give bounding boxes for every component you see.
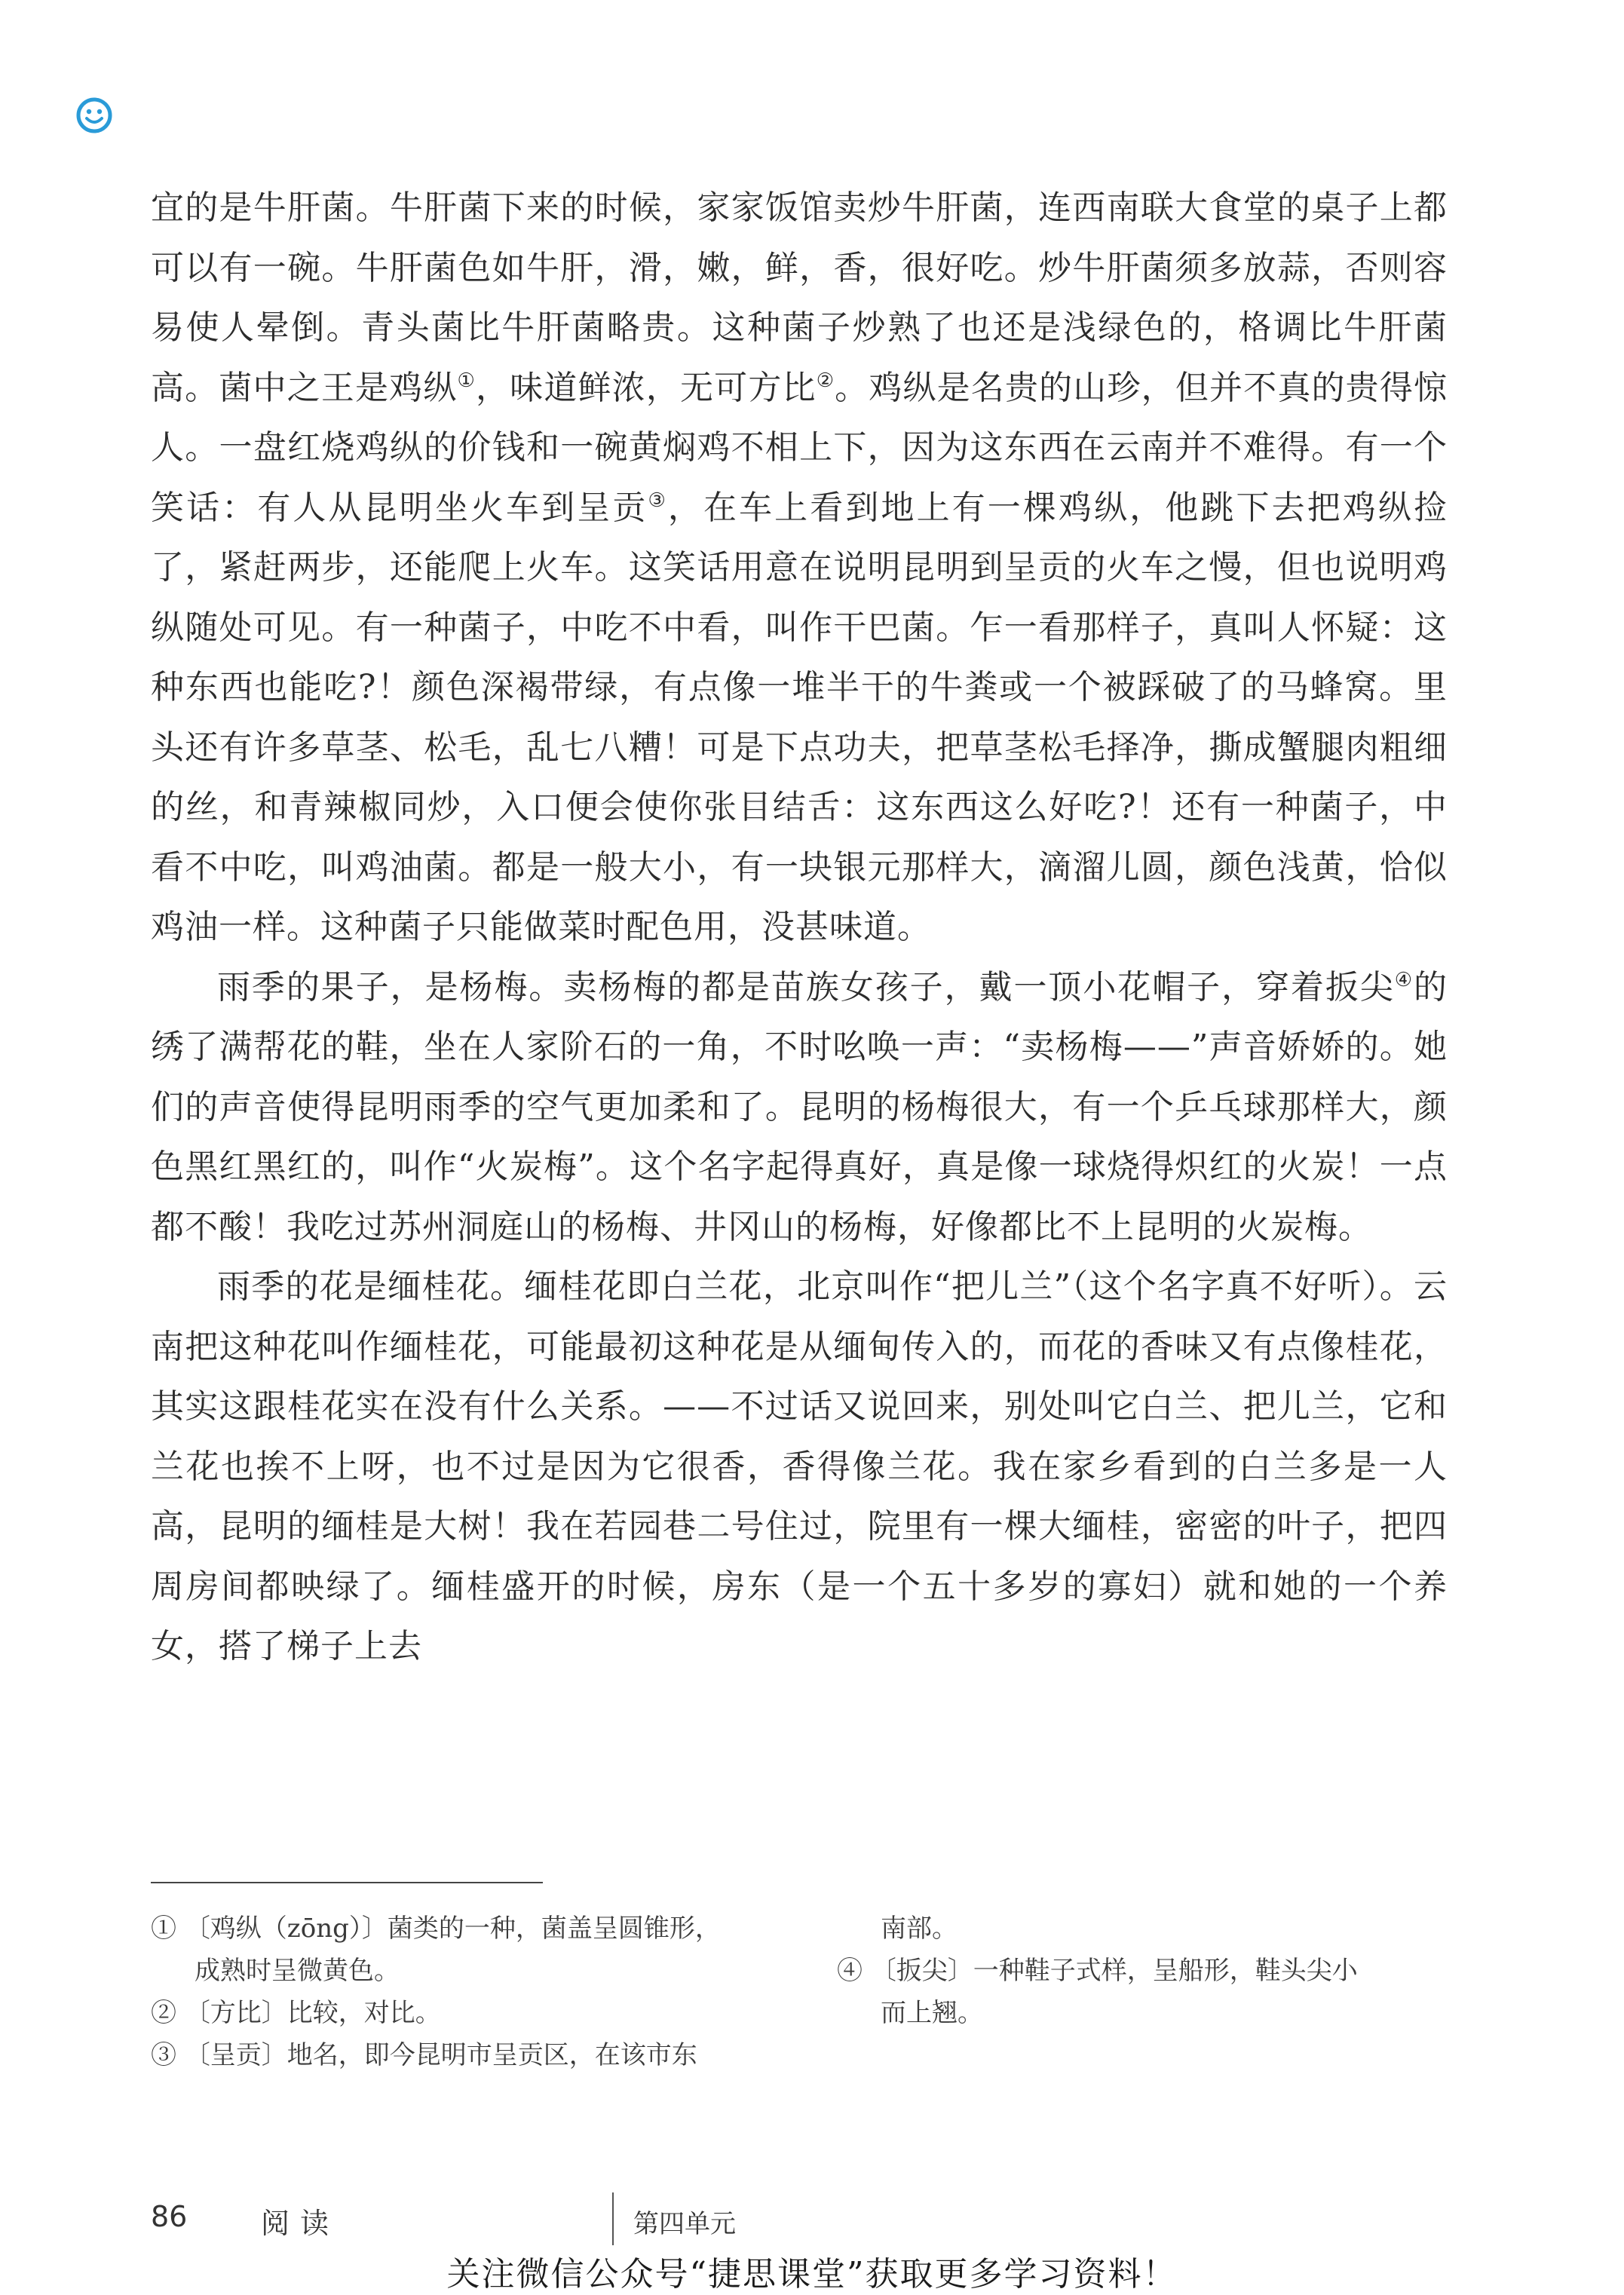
footnotes-right-column xyxy=(837,1907,1455,2034)
watermark-notice: 关注微信公众号“捷思课堂”获取更多学习资料！ xyxy=(446,2255,1178,2293)
paragraph xyxy=(151,178,1448,958)
footnote-text: 〔扳尖〕一种鞋子式样，呈船形，鞋头尖小 xyxy=(870,1956,1358,1986)
paragraph-text: ，在车上看到地上有一棵鸡纵，他跳下去把鸡纵捡了，紧赶两步，还能爬上火车。这笑话用意在说明昆明到呈贡的火车之慢，但也说明鸡纵随处可见。有一种菌子，中吃不中看，叫作干巴菌。乍一看那样子，真叫人怀疑：这种东西也能吃?！颜色深褐带绿，有点像一堆半干的牛粪或一个被踩破了的马蜂窝。里头还有许多草茎、松毛，乱七八糟！可是下点功夫，把草茎松毛择净，撕成蟹腿肉粗细的丝，和青辣椒同炒，入口便会使你张目结舌：这东西这么好吃?！还有一种菌子，中看不中吃，叫鸡油菌。都是一般大小，有一块银元那样大，滴溜儿圆，颜色浅黄，恰似鸡油一样。这种菌子只能做菜时配色用，没甚味道。 xyxy=(151,488,1448,946)
footer-divider xyxy=(612,2192,614,2245)
footnote-4 xyxy=(837,1950,1455,1992)
footnote-3-continuation: 南部。 xyxy=(881,1914,958,1944)
paragraph-text: ，味道鲜浓，无可方比 xyxy=(476,368,817,407)
footnote-text: 〔方比〕比较，对比。 xyxy=(184,1998,441,2028)
unit-name: 第四单元 xyxy=(633,2209,736,2239)
footnote-1-continuation: 成熟时呈微黄色。 xyxy=(195,1956,400,1986)
footnote-divider xyxy=(151,1882,543,1883)
paragraph-text: 的绣了满帮花的鞋，坐在人家阶石的一角，不时吆唤一声：“卖杨梅——”声音娇娇的。她们的声音使得昆明雨季的空气更加柔和了。昆明的杨梅很大，有一个乒乓球那样大，颜色黑红黑红的，叫作“火炭梅”。这个名字起得真好，真是像一球烧得炽红的火炭！一点都不酸！我吃过苏州洞庭山的杨梅、井冈山的杨梅，好像都比不上昆明的火炭梅。 xyxy=(151,967,1448,1246)
page-number: 86 xyxy=(151,2200,188,2233)
footnote-3 xyxy=(151,2034,799,2076)
paragraph xyxy=(151,1257,1448,1677)
footnote-mark: ④ xyxy=(837,1956,863,1986)
footnote-reference: ③ xyxy=(648,489,668,512)
footnote-reference: ① xyxy=(457,369,476,392)
paragraph-text: 雨季的花是缅桂花。缅桂花即白兰花，北京叫作“把儿兰”（这个名字真不好听）。云南把这种花叫作缅桂花，可能最初这种花是从缅甸传入的，而花的香味又有点像桂花，其实这跟桂花实在没有什么关系。——不过话又说回来，别处叫它白兰、把儿兰，它和兰花也挨不上呀，也不过是因为它很香，香得像兰花。我在家乡看到的白兰多是一人高，昆明的缅桂是大树！我在若园巷二号住过，院里有一棵大缅桂，密密的叶子，把四周房间都映绿了。缅桂盛开的时候，房东（是一个五十多岁的寡妇）就和她的一个养女，搭了梯子上去 xyxy=(151,1267,1448,1665)
footnote-reference: ④ xyxy=(1394,968,1414,991)
footnote-mark: ③ xyxy=(151,2040,176,2070)
paragraph xyxy=(151,958,1448,1258)
footnote-1 xyxy=(151,1907,799,1950)
paragraph-text: 。鸡纵是名贵的山珍，但并不真的贵得惊人。一盘红烧鸡纵的价钱和一碗黄焖鸡不相上下，因为这东西在云南并不难得。有一个笑话：有人从昆明坐火车到呈贡 xyxy=(151,368,1448,527)
smiley-icon xyxy=(75,97,113,134)
section-name: 阅读 xyxy=(261,2207,340,2240)
footnote-mark: ② xyxy=(151,1998,176,2028)
paragraph-text: 雨季的果子，是杨梅。卖杨梅的都是苗族女孩子，戴一顶小花帽子，穿着扳尖 xyxy=(217,967,1395,1007)
footnote-text: 〔呈贡〕地名，即今昆明市呈贡区，在该市东 xyxy=(184,2040,697,2070)
footnote-reference: ② xyxy=(816,369,835,392)
paragraph-text: 宜的是牛肝菌。牛肝菌下来的时候，家家饭馆卖炒牛肝菌，连西南联大食堂的桌子上都可以有一碗。牛肝菌色如牛肝，滑，嫩，鲜，香，很好吃。炒牛肝菌须多放蒜，否则容易使人晕倒。青头菌比牛肝菌略贵。这种菌子炒熟了也还是浅绿色的，格调比牛肝菌高。菌中之王是鸡纵 xyxy=(151,188,1448,407)
footnote-mark: ① xyxy=(151,1914,176,1944)
footnote-4-continuation: 而上翘。 xyxy=(881,1998,983,2028)
essay-body xyxy=(151,178,1448,1677)
footnote-2 xyxy=(151,1992,799,2034)
footnotes-left-column xyxy=(151,1907,799,2076)
footnote-text: 〔鸡纵（zōng）〕菌类的一种，菌盖呈圆锥形， xyxy=(184,1914,721,1944)
